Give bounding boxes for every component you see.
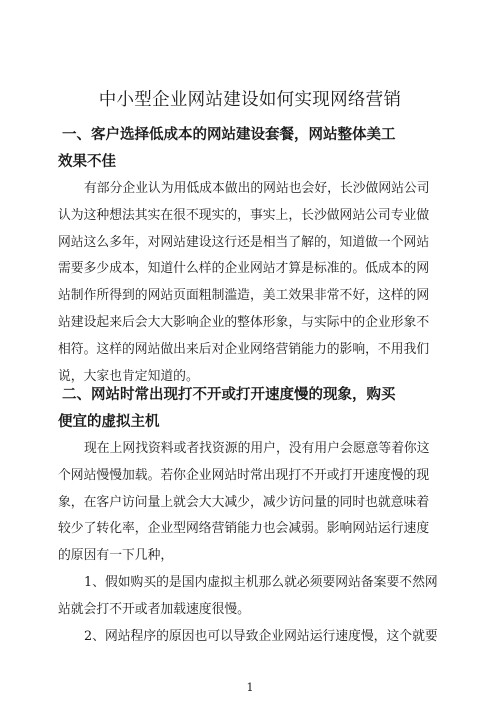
section1-heading-line1: 一、客户选择低成本的网站建设套餐，网站整体美工: [62, 127, 396, 143]
paragraph-line: 说，大家也肯定知道的。: [58, 368, 199, 384]
paragraph-line: 站就会打不开或者加载速度很慢。: [58, 601, 250, 617]
paragraph-line: 较少了转化率，企业型网络营销能力也会减弱。影响网站运行速度: [58, 521, 430, 537]
section2-heading-line2: 便宜的虚拟主机: [58, 414, 160, 430]
page-number: 1: [246, 681, 254, 694]
section2-heading: [58, 382, 442, 436]
paragraph-line: 1、假如购买的是国内虚拟主机那么就必须要网站备案要不然网: [84, 575, 438, 590]
list-item-1: [58, 570, 442, 624]
section2-paragraph: [58, 436, 442, 570]
section2-heading-line1: 二、网站时常出现打不开或打开速度慢的现象，购买: [62, 387, 396, 403]
paragraph-line: 有部分企业认为用低成本做出的网站也会好，长沙做网站公司: [84, 181, 430, 196]
paragraph-line: 现在上网找资料或者找资源的用户，没有用户会愿意等着你这: [84, 441, 430, 456]
section1-heading-line2: 效果不佳: [58, 154, 116, 170]
list-item-2: [58, 624, 442, 651]
paragraph-line: 2、网站程序的原因也可以导致企业网站运行速度慢，这个就要: [84, 629, 438, 644]
paragraph-line: 的原因有一下几种，: [58, 548, 174, 564]
paragraph-line: 需要多少成本，知道什么样的企业网站才算是标准的。低成本的网: [58, 261, 430, 277]
paragraph-line: 站制作所得到的网站页面粗制滥造，美工效果非常不好，这样的网: [58, 288, 430, 304]
section1-paragraph: [58, 176, 442, 390]
paragraph-line: 站建设起来后会大大影响企业的整体形象，与实际中的企业形象不: [58, 314, 430, 330]
paragraph-line: 网站这么多年，对网站建设这行还是相当了解的，知道做一个网站: [58, 234, 430, 250]
paragraph-line: 相符。这样的网站做出来后对企业网络营销能力的影响，不用我们: [58, 341, 430, 357]
paragraph-line: 认为这种想法其实在很不现实的，事实上，长沙做网站公司专业做: [58, 207, 430, 223]
section1-heading: [58, 122, 442, 176]
paragraph-line: 个网站慢慢加载。若你企业网站时常出现打不开或打开速度慢的现: [58, 467, 430, 483]
document-title: 中小型企业网站建设如何实现网络营销: [98, 90, 402, 110]
paragraph-line: 象，在客户访问量上就会大大减少，减少访问量的同时也就意味着: [58, 494, 430, 510]
